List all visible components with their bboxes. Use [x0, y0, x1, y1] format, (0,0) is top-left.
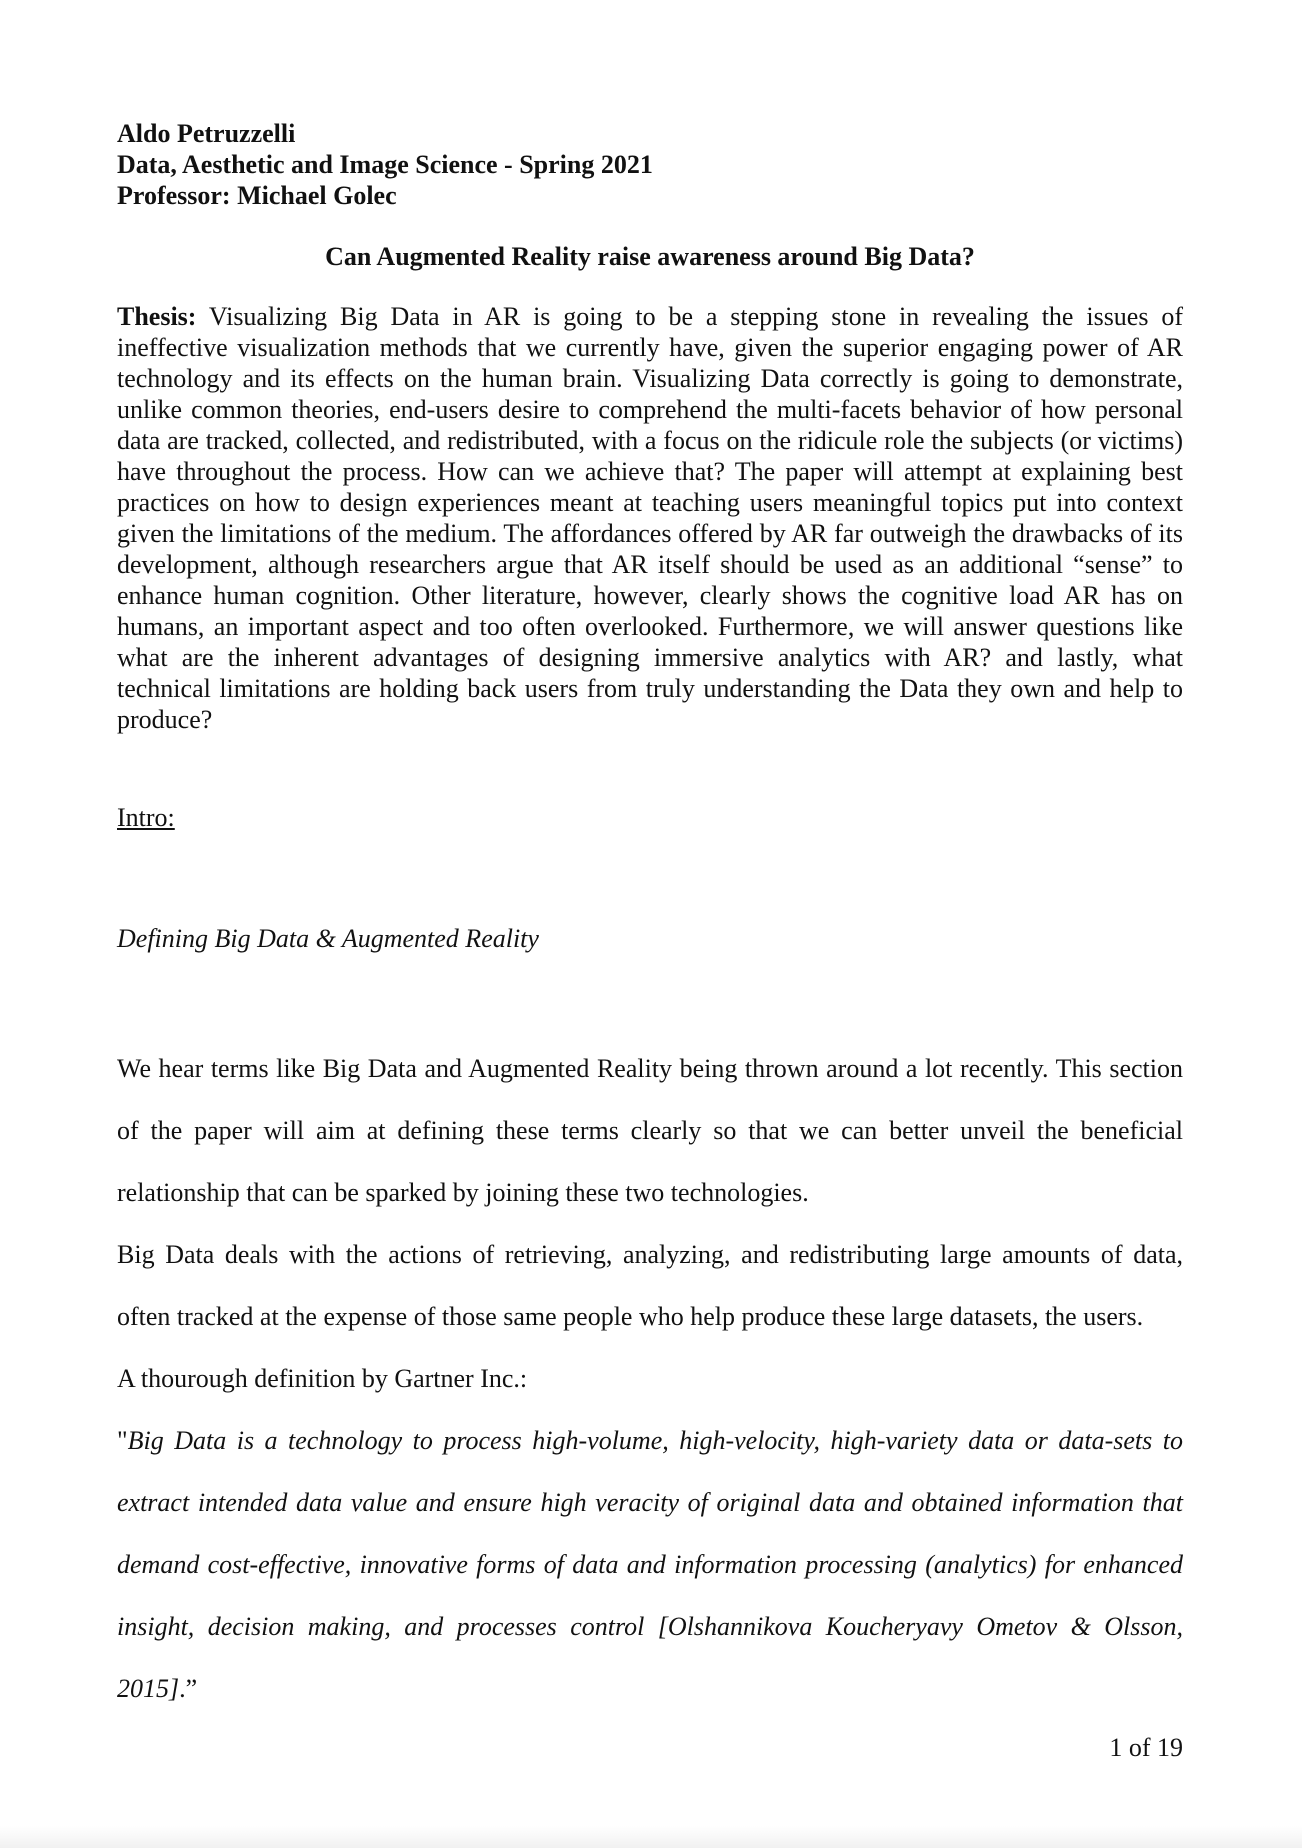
intro-heading: Intro:	[117, 803, 175, 832]
paper-title: Can Augmented Reality raise awareness around Big Data?	[325, 242, 975, 271]
thesis-paragraph	[117, 301, 1183, 735]
quote-open-mark: "	[117, 1426, 128, 1455]
course-line: Data, Aesthetic and Image Science - Spring 2021	[117, 150, 653, 179]
body-paragraph-2: Big Data deals with the actions of retrieving, analyzing, and redistributing large amounts of data, often tracked at the expense of those same people who help produce these large datasets, the users.	[117, 1240, 1183, 1331]
page-number: 1 of 19	[1109, 1733, 1183, 1762]
thesis-label: Thesis:	[117, 302, 197, 331]
page-content	[117, 118, 1183, 1720]
thesis-text: Visualizing Big Data in AR is going to be a stepping stone in revealing the issues of ineffective visualization methods that we currently have, given the superior engaging power of AR technology and its effects on the human brain. Visualizing Data correctly is going to demonstrate, unlike common theories, end-users desire to comprehend the multi-facets behavior of how personal data are tracked, collected, and redistributed, with a focus on the ridicule role the subjects (or victims) have throughout the process. How can we achieve that? The paper will attempt at explaining best practices on how to design experiences meant at teaching users meaningful topics put into context given the limitations of the medium. The affordances offered by AR far outweigh the drawbacks of its development, although researchers argue that AR itself should be used as an additional “sense” to enhance human cognition. Other literature, however, clearly shows the cognitive load AR has on humans, an important aspect and too often overlooked. Furthermore, we will answer questions like what are the inherent advantages of designing immersive analytics with AR? and lastly, what technical limitations are holding back users from truly understanding the Data they own and help to produce?	[117, 302, 1183, 734]
quote-close-mark: .”	[179, 1674, 198, 1703]
section-heading: Defining Big Data & Augmented Reality	[117, 924, 539, 953]
page-bottom-shadow	[0, 1826, 1302, 1848]
professor-line: Professor: Michael Golec	[117, 181, 397, 210]
body-paragraph-1: We hear terms like Big Data and Augmented Reality being thrown around a lot recently. This section of the paper will aim at defining these terms clearly so that we can better unveil the beneficial relationship that can be sparked by joining these two technologies.	[117, 1054, 1183, 1207]
gartner-quote	[117, 1410, 1183, 1720]
author-name: Aldo Petruzzelli	[117, 119, 296, 148]
body-paragraph-3: A thourough definition by Gartner Inc.:	[117, 1364, 528, 1393]
quote-text: Big Data is a technology to process high-volume, high-velocity, high-variety data or data-sets to extract intended data value and ensure high veracity of original data and obtained information that demand cost-effective, innovative forms of data and information processing (analytics) for enhanced insight, decision making, and processes control [Olshannikova Koucheryavy Ometov & Olsson, 2015]	[117, 1426, 1183, 1703]
